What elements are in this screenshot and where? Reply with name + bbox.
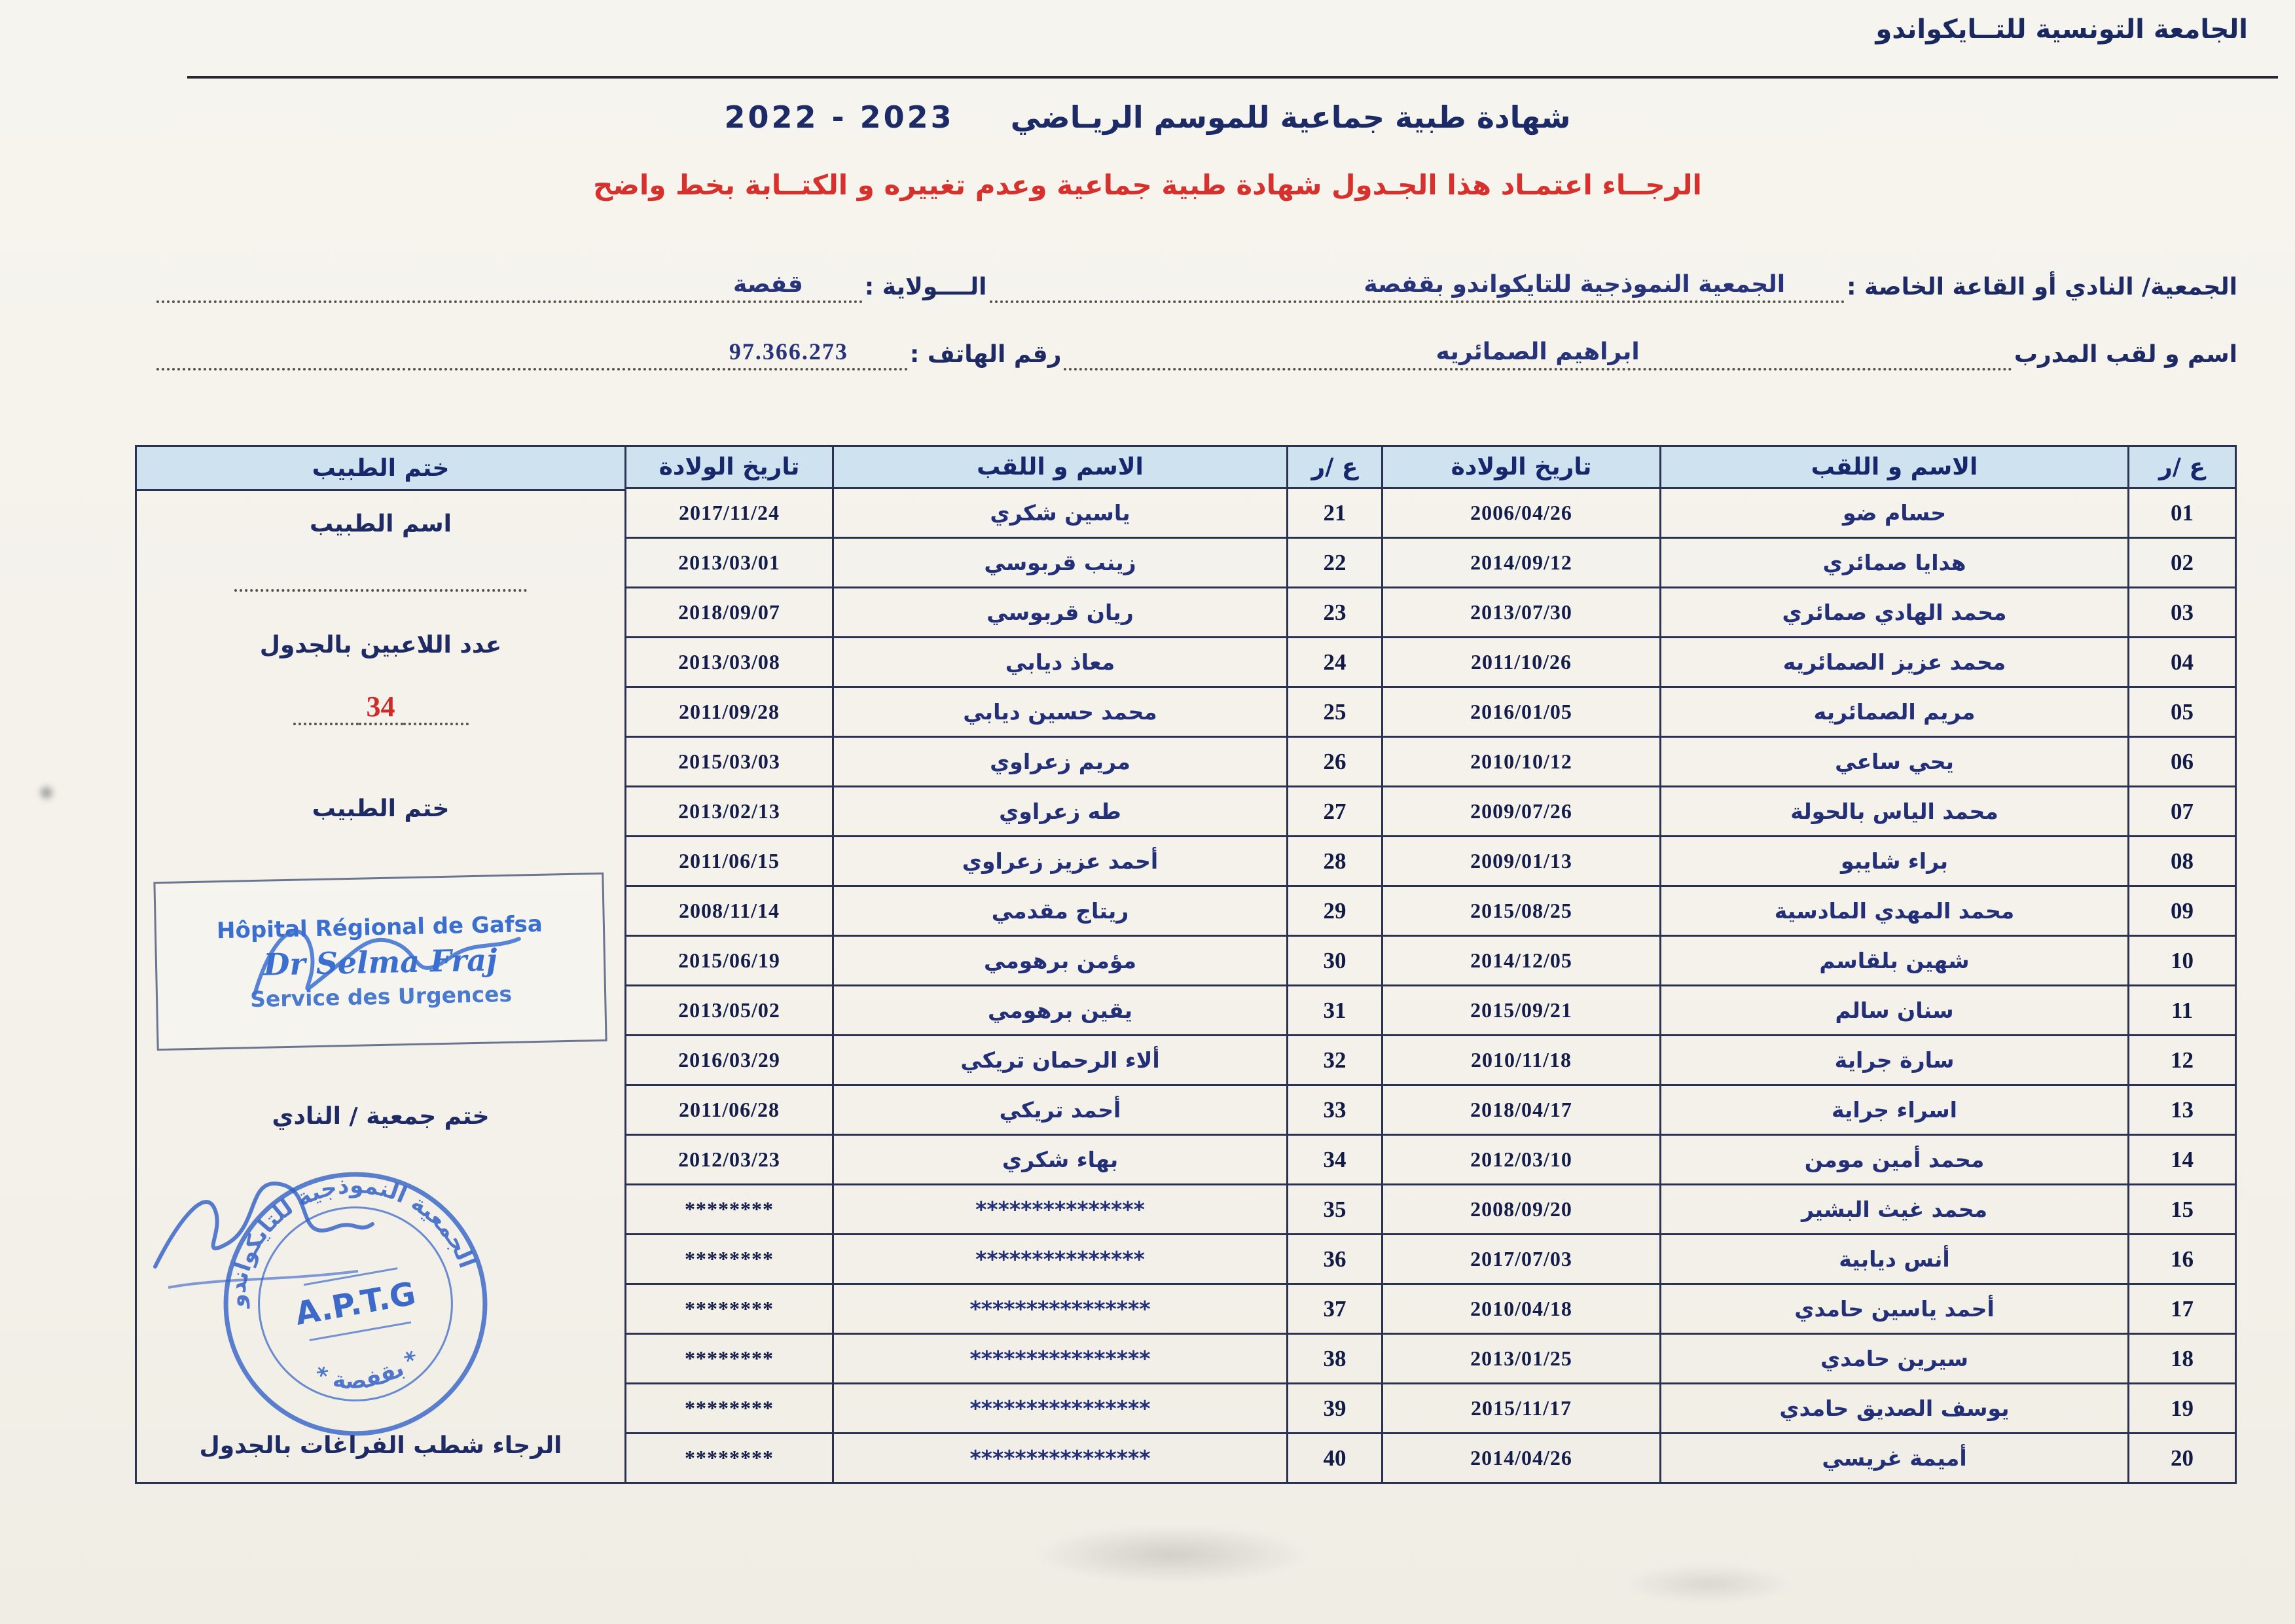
phone-value: 97.366.273 [712, 338, 865, 370]
dotted-leader [1659, 346, 2012, 370]
player-number: 31 [1288, 986, 1382, 1036]
scan-smudge [1034, 1525, 1309, 1584]
player-dob: ******** [626, 1284, 833, 1334]
player-dob: 2008/11/14 [626, 886, 833, 936]
player-number: 24 [1288, 638, 1382, 687]
table-row [626, 1036, 2236, 1085]
player-dob: ******** [626, 1384, 833, 1434]
player-dob: 2014/04/26 [1382, 1434, 1661, 1483]
player-dob: 2015/08/25 [1382, 886, 1661, 936]
player-number: 03 [2129, 588, 2236, 638]
player-dob: 2016/01/05 [1382, 687, 1661, 737]
club-label: الجمعية/ النادي أو القاعة الخاصة : [1847, 274, 2237, 300]
table-row [626, 1085, 2236, 1135]
stamp-column-header: ختم الطبيب [137, 447, 624, 491]
table-row [626, 687, 2236, 737]
player-name: ريان قربوسي [833, 588, 1288, 638]
player-dob: 2010/04/18 [1382, 1284, 1661, 1334]
player-name: **************** [833, 1284, 1288, 1334]
state-value: قفصة [716, 271, 820, 303]
player-name: **************** [833, 1434, 1288, 1483]
player-name: طه زعراوي [833, 787, 1288, 837]
player-number: 18 [2129, 1334, 2236, 1384]
player-dob: 2010/11/18 [1382, 1036, 1661, 1085]
player-number: 33 [1288, 1085, 1382, 1135]
player-number: 13 [2129, 1085, 2236, 1135]
player-name: سنان سالم [1661, 986, 2129, 1036]
dotted-leader [990, 278, 1345, 303]
player-dob: 2015/11/17 [1382, 1384, 1661, 1434]
player-name: أحمد ياسين حامدي [1661, 1284, 2129, 1334]
table-row [626, 936, 2236, 986]
player-dob: ******** [626, 1434, 833, 1483]
player-dob: 2009/01/13 [1382, 837, 1661, 886]
hospital-stamp-line1: Hôpital Régional de Gafsa [216, 911, 543, 944]
player-dob: 2018/09/07 [626, 588, 833, 638]
header-row [626, 446, 2236, 488]
player-dob: 2013/07/30 [1382, 588, 1661, 638]
player-number: 27 [1288, 787, 1382, 837]
player-number: 09 [2129, 886, 2236, 936]
player-name: محمد الهادي صمائري [1661, 588, 2129, 638]
table-row [626, 1135, 2236, 1185]
player-name: أحمد عزيز زعراوي [833, 837, 1288, 886]
dotted-leader [823, 278, 862, 303]
player-dob: 2012/03/23 [626, 1135, 833, 1185]
player-name: أميمة غريسي [1661, 1434, 2129, 1483]
player-dob: 2017/07/03 [1382, 1235, 1661, 1284]
player-dob: 2009/07/26 [1382, 787, 1661, 837]
hospital-stamp-line2: Dr Selma Fraj [262, 941, 498, 983]
player-number: 36 [1288, 1235, 1382, 1284]
player-number: 39 [1288, 1384, 1382, 1434]
header-name-right: الاسم و اللقب [1661, 446, 2129, 488]
player-name: شهين بلقاسم [1661, 936, 2129, 986]
table-row [626, 638, 2236, 687]
player-dob: 2013/03/08 [626, 638, 833, 687]
club-value: الجمعية النموذجية للتايكواندو بقفصة [1346, 271, 1802, 303]
table-row [626, 1434, 2236, 1483]
player-number: 10 [2129, 936, 2236, 986]
player-dob: 2015/06/19 [626, 936, 833, 986]
players-table-wrap [139, 445, 2237, 1484]
player-dob: 2015/03/03 [626, 737, 833, 787]
club-stamp-center: A.P.T.G [292, 1275, 419, 1333]
player-name: *************** [833, 1235, 1288, 1284]
table-row [626, 488, 2236, 538]
player-number: 32 [1288, 1036, 1382, 1085]
player-dob: 2014/09/12 [1382, 538, 1661, 588]
player-name: محمد حسين ديابي [833, 687, 1288, 737]
player-number: 30 [1288, 936, 1382, 986]
player-dob: 2011/09/28 [626, 687, 833, 737]
player-name: محمد غيث البشير [1661, 1185, 2129, 1235]
table-row [626, 737, 2236, 787]
header-name-left: الاسم و اللقب [833, 446, 1288, 488]
table-row [626, 837, 2236, 886]
player-dob: 2013/01/25 [1382, 1334, 1661, 1384]
dotted-leader [868, 346, 907, 370]
player-dob: 2010/10/12 [1382, 737, 1661, 787]
player-name: سارة جراية [1661, 1036, 2129, 1085]
player-number: 34 [1288, 1135, 1382, 1185]
player-number: 19 [2129, 1384, 2236, 1434]
player-name: أنس ديابية [1661, 1235, 2129, 1284]
club-round-stamp [194, 1143, 516, 1464]
player-dob: 2008/09/20 [1382, 1185, 1661, 1235]
player-name: أحمد تريكي [833, 1085, 1288, 1135]
player-name: **************** [833, 1384, 1288, 1434]
player-name: اسراء جراية [1661, 1085, 2129, 1135]
federation-name: الجامعة التونسية للتــايكواندو [1875, 14, 2248, 45]
player-number: 21 [1288, 488, 1382, 538]
player-dob: 2012/03/10 [1382, 1135, 1661, 1185]
player-name: بهاء شكري [833, 1135, 1288, 1185]
player-name: محمد المهدي المادسية [1661, 886, 2129, 936]
player-number: 12 [2129, 1036, 2236, 1085]
player-name: هدايا صمائري [1661, 538, 2129, 588]
dotted-leader [1064, 346, 1416, 370]
header-dob-right: تاريخ الولادة [1382, 446, 1661, 488]
document-title [0, 99, 2295, 135]
table-row [626, 1235, 2236, 1284]
player-name: محمد عزيز الصمائريه [1661, 638, 2129, 687]
player-number: 25 [1288, 687, 1382, 737]
player-name: براء شايبو [1661, 837, 2129, 886]
player-dob: 2014/12/05 [1382, 936, 1661, 986]
season-years: 2022 - 2023 [724, 99, 954, 135]
header-dob-left: تاريخ الولادة [626, 446, 833, 488]
player-dob: 2013/03/01 [626, 538, 833, 588]
player-number: 20 [2129, 1434, 2236, 1483]
scan-smudge [38, 784, 55, 801]
dotted-leader [156, 346, 710, 370]
player-number: 22 [1288, 538, 1382, 588]
table-row [626, 787, 2236, 837]
player-name: محمد أمين مومن [1661, 1135, 2129, 1185]
table-row [626, 1334, 2236, 1384]
player-dob: 2006/04/26 [1382, 488, 1661, 538]
player-name: يحي ساعي [1661, 737, 2129, 787]
player-number: 14 [2129, 1135, 2236, 1185]
player-name: يقين برهومي [833, 986, 1288, 1036]
player-dob: 2013/05/02 [626, 986, 833, 1036]
player-name: مريم زعراوي [833, 737, 1288, 787]
doctor-name-label: اسم الطبيب [310, 511, 452, 537]
club-stamp-rim-bottom: * بقفصة * [311, 1346, 425, 1395]
coach-value: ابراهيم الصمائريه [1419, 338, 1656, 370]
stamp-column-body [137, 491, 624, 1482]
player-name: محمد الياس بالحولة [1661, 787, 2129, 837]
player-number: 28 [1288, 837, 1382, 886]
player-dob: 2017/11/24 [626, 488, 833, 538]
player-number: 04 [2129, 638, 2236, 687]
dotted-line [293, 696, 359, 725]
player-number: 29 [1288, 886, 1382, 936]
player-dob: 2016/03/29 [626, 1036, 833, 1085]
player-number: 07 [2129, 787, 2236, 837]
player-number: 40 [1288, 1434, 1382, 1483]
player-name: مؤمن برهومي [833, 936, 1288, 986]
table-row [626, 1185, 2236, 1235]
players-count-label: عدد اللاعبين بالجدول [259, 632, 502, 659]
club-stamp-rim-top: الجمعية النموذجية للتايكواندو [224, 1172, 480, 1308]
table-row [626, 588, 2236, 638]
club-form-line [154, 271, 2237, 303]
table-row [626, 986, 2236, 1036]
doctor-stamp-label: ختم الطبيب [312, 795, 450, 822]
warning-note: الرجــاء اعتمـاد هذا الجـدول شهادة طبية جماعية وعدم تغييره و الكتــابة بخط واضح [593, 169, 1702, 201]
hospital-stamp [153, 873, 607, 1051]
player-dob: 2011/06/15 [626, 837, 833, 886]
player-dob: 2018/04/17 [1382, 1085, 1661, 1135]
player-number: 02 [2129, 538, 2236, 588]
cross-out-note: الرجاء شطب الفراغات بالجدول [199, 1432, 562, 1459]
player-name: يوسف الصديق حامدي [1661, 1384, 2129, 1434]
player-dob: ******** [626, 1235, 833, 1284]
player-dob: 2011/10/26 [1382, 638, 1661, 687]
player-name: حسام ضو [1661, 488, 2129, 538]
player-number: 05 [2129, 687, 2236, 737]
player-name: معاذ ديابي [833, 638, 1288, 687]
player-number: 01 [2129, 488, 2236, 538]
state-label: الــــولاية : [864, 274, 987, 300]
player-number: 17 [2129, 1284, 2236, 1334]
doctor-stamp-column [135, 445, 624, 1484]
player-number: 16 [2129, 1235, 2236, 1284]
player-dob: 2015/09/21 [1382, 986, 1661, 1036]
scan-smudge [1623, 1564, 1794, 1604]
players-count-line [137, 693, 624, 725]
player-dob: 2013/02/13 [626, 787, 833, 837]
coach-form-line [154, 338, 2237, 370]
player-number: 37 [1288, 1284, 1382, 1334]
player-name: ياسين شكري [833, 488, 1288, 538]
hospital-stamp-line3: Service des Urgences [249, 981, 513, 1012]
header-divider [187, 76, 2278, 79]
dotted-leader [156, 278, 714, 303]
svg-text:* بقفصة * [307, 1344, 428, 1403]
player-number: 06 [2129, 737, 2236, 787]
player-number: 38 [1288, 1334, 1382, 1384]
title-text: شهادة طبية جماعية للموسم الريـاضي [1010, 99, 1571, 135]
players-table [624, 445, 2237, 1484]
player-number: 15 [2129, 1185, 2236, 1235]
player-number: 08 [2129, 837, 2236, 886]
club-stamp-label: ختم جمعية / النادي [272, 1103, 490, 1130]
player-dob: ******** [626, 1185, 833, 1235]
player-name: مريم الصمائريه [1661, 687, 2129, 737]
player-name: ريتاج مقدمي [833, 886, 1288, 936]
header-number-right: ع /ر [2129, 446, 2236, 488]
player-dob: ******** [626, 1334, 833, 1384]
coach-label: اسم و لقب المدرب [2014, 341, 2237, 368]
players-table-body [626, 488, 2236, 1483]
player-number: 26 [1288, 737, 1382, 787]
players-count-value: 34 [359, 693, 403, 725]
table-row [626, 886, 2236, 936]
player-name: *************** [833, 1185, 1288, 1235]
player-name: **************** [833, 1334, 1288, 1384]
player-number: 23 [1288, 588, 1382, 638]
table-row [626, 538, 2236, 588]
table-row [626, 1284, 2236, 1334]
dotted-line [234, 589, 527, 592]
player-name: زينب قربوسي [833, 538, 1288, 588]
player-dob: 2011/06/28 [626, 1085, 833, 1135]
dotted-line [403, 696, 469, 725]
table-row [626, 1384, 2236, 1434]
players-table-header [626, 446, 2236, 488]
dotted-leader [1805, 278, 1844, 303]
phone-label: رقم الهاتف : [909, 341, 1062, 368]
player-number: 35 [1288, 1185, 1382, 1235]
player-name: ألاء الرحمان تريكي [833, 1036, 1288, 1085]
player-number: 11 [2129, 986, 2236, 1036]
player-name: سيرين حامدي [1661, 1334, 2129, 1384]
header-number-left: ع /ر [1288, 446, 1382, 488]
